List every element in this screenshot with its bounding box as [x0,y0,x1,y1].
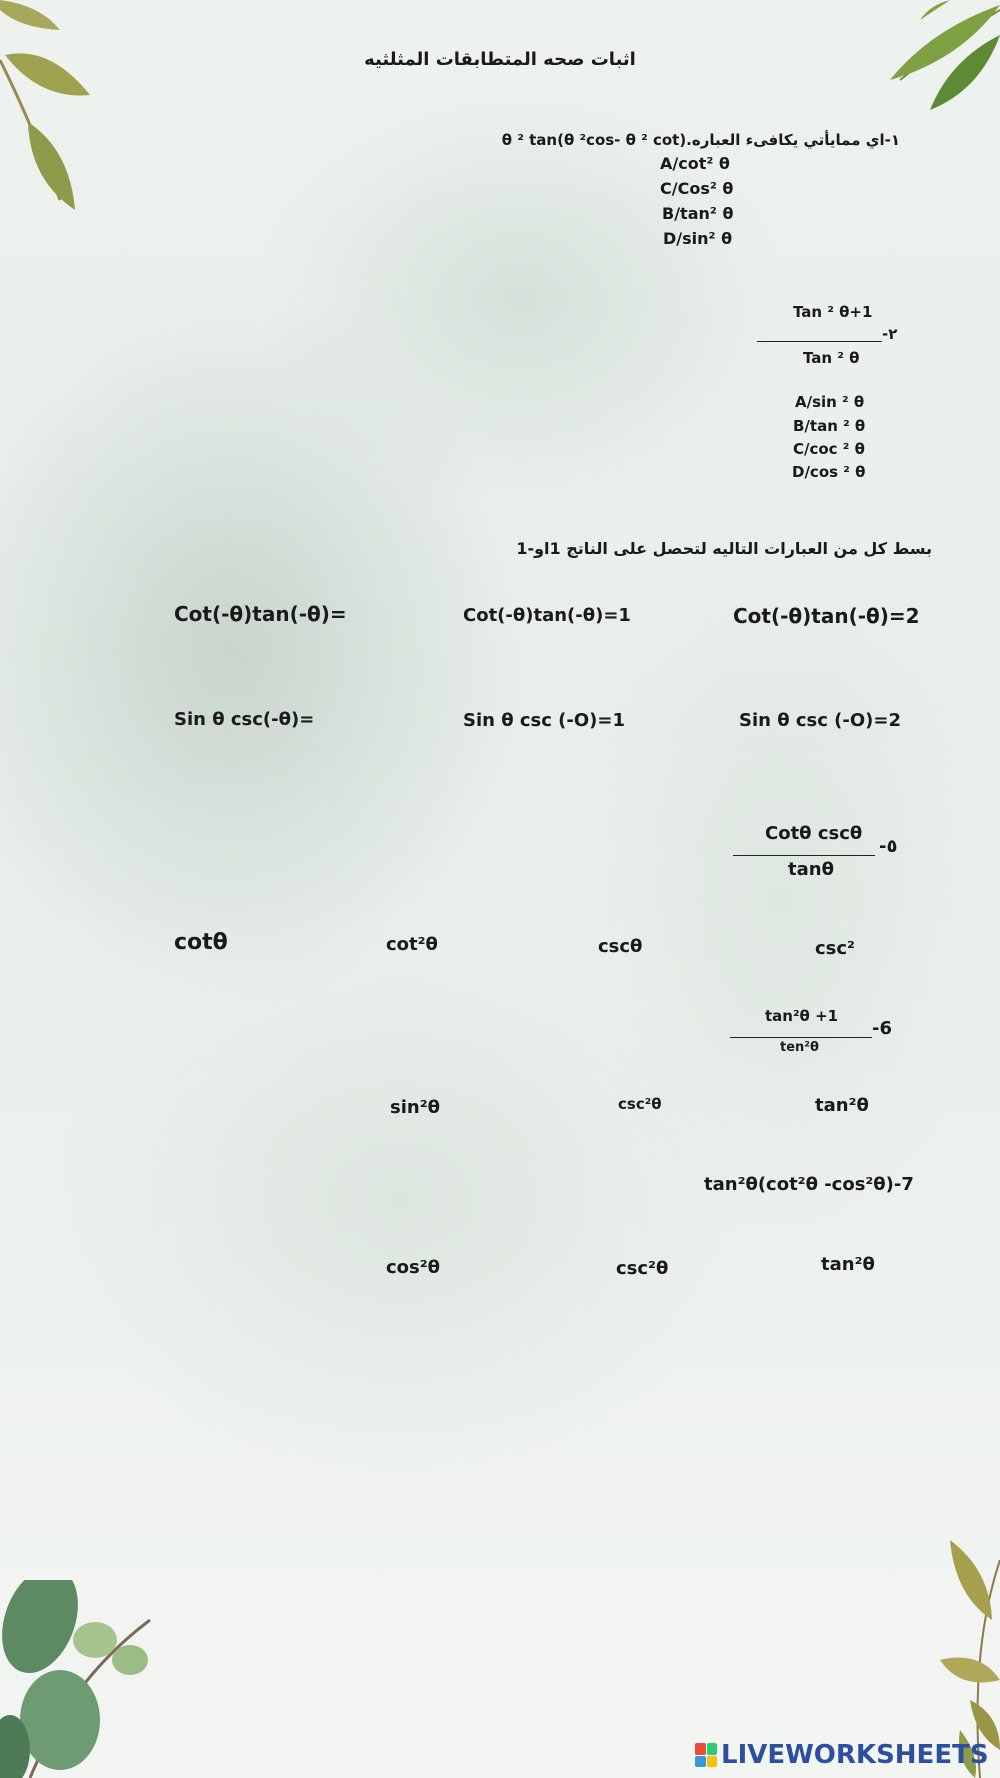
question-6-number: -6 [872,1018,892,1039]
row-2-prompt: Sin θ csc(-θ)= [174,709,315,730]
question-5-option-2[interactable]: cot²θ [386,934,438,955]
question-5-option-3[interactable]: cscθ [598,936,643,957]
row-2-option-2[interactable]: Sin θ csc (-O)=2 [739,710,901,731]
question-1-option-d[interactable]: D/sin² θ [663,229,733,248]
question-5-number: -٥ [879,836,898,857]
question-2-fraction-line [757,341,882,342]
question-6-numerator: tan²θ +1 [765,1007,839,1025]
leaf-decoration-top-right-icon [890,0,1000,120]
page-title: اثبات صحه المتطابقات المثلثيه [364,49,636,70]
question-1-option-a[interactable]: A/cot² θ [660,154,730,173]
liveworksheets-logo-icon [695,1743,717,1767]
leaf-decoration-top-left-icon [0,0,110,220]
question-6-option-3[interactable]: tan²θ [815,1095,869,1116]
row-1-option-2[interactable]: Cot(-θ)tan(-θ)=2 [733,604,920,628]
question-6-option-1[interactable]: sin²θ [390,1097,440,1118]
question-2-denominator: Tan ² θ [803,349,860,367]
section-heading: بسط كل من العبارات التاليه لتحصل على الناتج 1او-1 [516,539,932,558]
question-1-option-c[interactable]: C/Cos² θ [660,179,734,198]
question-2-option-c[interactable]: C/coc ² θ [793,440,865,458]
question-2-number: -٢ [882,325,898,343]
question-6-denominator: ten²θ [780,1040,819,1055]
question-2-option-a[interactable]: A/sin ² θ [795,393,865,411]
question-7-option-3[interactable]: tan²θ [821,1254,875,1275]
row-1-option-1[interactable]: Cot(-θ)tan(-θ)=1 [463,605,631,626]
question-5-fraction-line [733,855,875,856]
question-6-fraction-line [730,1037,872,1038]
row-1-prompt: Cot(-θ)tan(-θ)= [174,602,347,626]
question-7-option-1[interactable]: cos²θ [386,1257,440,1278]
question-2-option-b[interactable]: B/tan ² θ [793,417,866,435]
question-5-numerator: Cotθ cscθ [765,823,863,844]
question-7-option-2[interactable]: csc²θ [616,1258,669,1279]
question-6-option-2[interactable]: csc²θ [618,1095,662,1113]
question-5-option-1[interactable]: cotθ [174,930,228,955]
question-2-option-d[interactable]: D/cos ² θ [792,463,866,481]
question-1-text: ١-اي ممايأتي يكافىء العباره.(θ ²cos- θ ² cot)θ ² tan [501,131,900,149]
question-5-option-4[interactable]: csc² [815,938,855,959]
question-2-numerator: Tan ² θ+1 [793,303,873,321]
question-5-denominator: tanθ [788,859,834,880]
brand-text: LIVEWORKSHEETS [721,1740,989,1770]
leaf-decoration-bottom-left-icon [0,1580,160,1778]
question-1-option-b[interactable]: B/tan² θ [662,204,734,223]
row-2-option-1[interactable]: Sin θ csc (-O)=1 [463,710,625,731]
liveworksheets-brand [695,1740,989,1770]
question-7-expression: tan²θ(cot²θ -cos²θ)-7 [704,1174,914,1195]
